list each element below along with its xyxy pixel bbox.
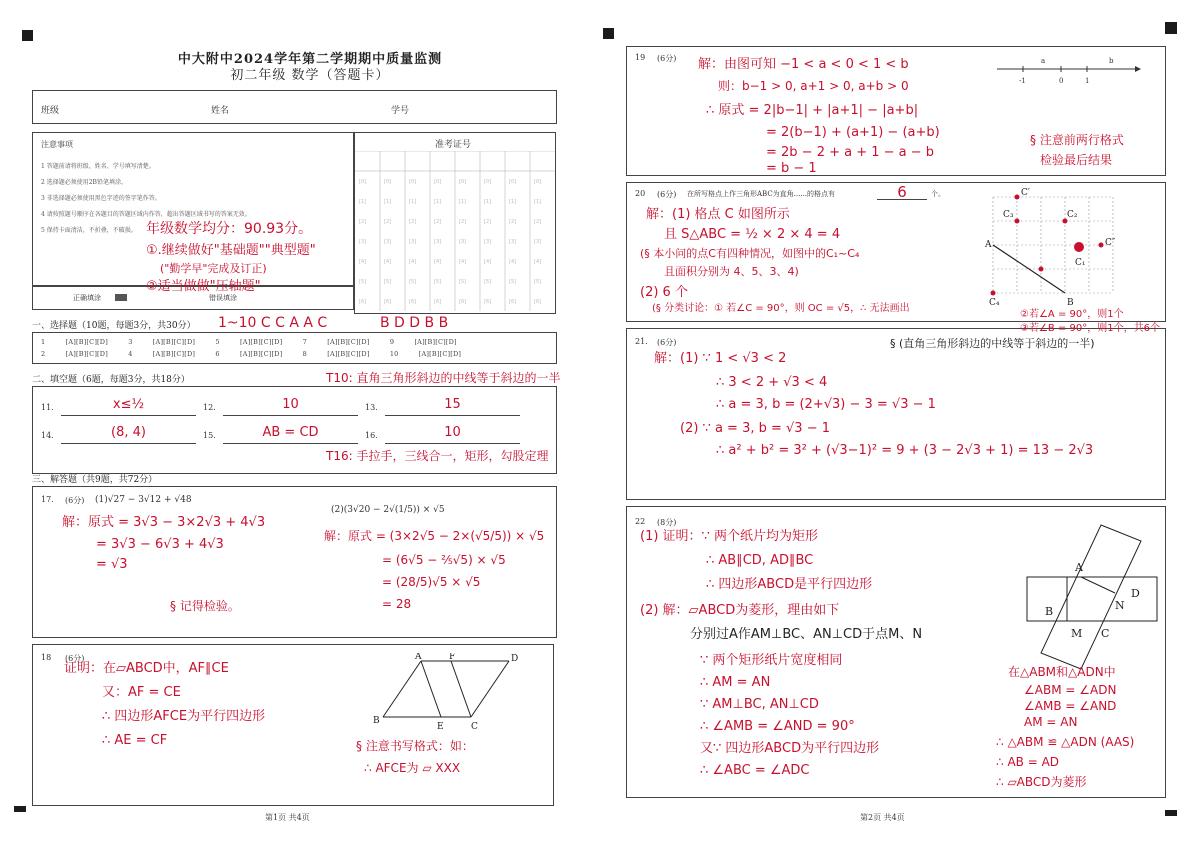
svg-text:A: A — [415, 653, 422, 662]
q18-parallelogram-figure — [371, 653, 531, 733]
hw-q17-note: § 记得检验。 — [170, 599, 240, 613]
student-info-box — [32, 90, 557, 124]
hw-q22-right: ∴ AB = AD — [996, 755, 1060, 769]
svg-text:[3]: [3] — [509, 239, 517, 245]
hw-q22-line: ∴ ∠ABC = ∠ADC — [700, 763, 810, 778]
svg-text:[1]: [1] — [484, 199, 492, 205]
grid-label: C₁ — [1075, 258, 1086, 268]
svg-text:[3]: [3] — [409, 239, 417, 245]
svg-text:[5]: [5] — [384, 279, 392, 285]
hw-tip-2: ②适当做做"压轴题" — [146, 279, 261, 294]
fig-label: B — [1045, 605, 1054, 618]
q12-answer: 10 — [282, 397, 299, 412]
q11-number: 11. — [41, 403, 54, 412]
notice-item: 3 非选择题必须使用黑色字迹的签字笔作答。 — [41, 195, 161, 202]
q14-line — [61, 443, 196, 444]
hw-q20-line: 且 S△ABC = ½ × 2 × 4 = 4 — [664, 227, 841, 242]
svg-text:[2]: [2] — [384, 219, 392, 225]
q11-answer: x≤½ — [112, 397, 145, 412]
grid-label: C″ — [1105, 238, 1116, 248]
class-label: 班级 — [41, 106, 60, 116]
q18-number: 18 — [41, 653, 52, 662]
svg-text:[4]: [4] — [384, 259, 392, 265]
hw-q20-line: (2) 6 个 — [640, 285, 688, 300]
hw-q17-2-line: = (6√5 − ⅖√5) × √5 — [382, 553, 506, 567]
svg-text:[3]: [3] — [484, 239, 492, 245]
svg-text:[0]: [0] — [509, 179, 517, 185]
svg-text:[2]: [2] — [534, 219, 542, 225]
q20-prompt: 在所写格点上作三角形ABC为直角......的格点有 — [687, 190, 836, 198]
name-label: 姓名 — [211, 106, 230, 116]
hw-q22-line: (2) 解：▱ABCD为菱形，理由如下 — [640, 603, 840, 618]
svg-text:[2]: [2] — [434, 219, 442, 225]
notice-item: 1 答题前请将班级、姓名、学号填写清楚。 — [41, 163, 155, 170]
mc-row: 2 [A][B][C][D] 4 [A][B][C][D] 6 [A][B][C][D] 8 [A][B][C][D] 10 [A][B][C][D] — [41, 350, 462, 358]
hw-tip-1b: ("勤学早"完成及订正) — [160, 262, 267, 275]
registration-mark — [1165, 22, 1177, 34]
q13-answer: 15 — [444, 397, 461, 412]
hw-q22-line: ∴ AB∥CD, AD∥BC — [706, 553, 814, 568]
svg-text:B: B — [373, 716, 380, 726]
axis-label-a: a — [1041, 57, 1046, 65]
hw-q19-note: 检验最后结果 — [1040, 153, 1113, 167]
svg-text:[0]: [0] — [409, 179, 417, 185]
svg-text:[6]: [6] — [484, 299, 492, 305]
q17-part2: (2)(3√20 − 2√(1/5)) × √5 — [331, 505, 445, 515]
hw-q22-right: 在△ABM和△ADN中 — [1008, 665, 1116, 679]
mc-row: 1 [A][B][C][D] 3 [A][B][C][D] 5 [A][B][C][D] 7 [A][B][C][D] 9 [A][B][C][D] — [41, 338, 457, 346]
q16-line — [385, 443, 520, 444]
exam-number-grid — [355, 151, 555, 311]
hw-q22-right: ∴ △ABM ≌ △ADN (AAS) — [996, 735, 1135, 749]
section2-title: 二、填空题（6题，每题3分，共18分） — [32, 375, 190, 385]
svg-text:[4]: [4] — [409, 259, 417, 265]
svg-text:[1]: [1] — [384, 199, 392, 205]
hw-q19-line: = 2b − 2 + a + 1 − a − b — [766, 145, 935, 160]
svg-text:[6]: [6] — [509, 299, 517, 305]
svg-text:[4]: [4] — [359, 259, 367, 265]
hw-q19-line: 解：由图可知 −1 < a < 0 < 1 < b — [698, 57, 909, 72]
q20-prompt-tail: 个。 — [931, 190, 945, 198]
exam-number-box — [354, 132, 556, 314]
registration-mark — [22, 30, 33, 41]
svg-text:[1]: [1] — [509, 199, 517, 205]
grid-label: B — [1067, 298, 1074, 307]
q14-number: 14. — [41, 431, 54, 440]
q20-number: 20 — [635, 189, 646, 198]
q16-answer: 10 — [444, 425, 461, 440]
hw-q22-line: ∵ 两个矩形纸片宽度相同 — [700, 653, 843, 668]
axis-tick: 0 — [1059, 77, 1064, 85]
svg-text:[2]: [2] — [359, 219, 367, 225]
hw-q20-side: ③若∠B = 90°，则1个，共6个 — [1020, 323, 1160, 334]
svg-text:[6]: [6] — [409, 299, 417, 305]
grid-label: C₂ — [1067, 210, 1078, 220]
hw-t10-note: T10: 直角三角形斜边的中线等于斜边的一半 — [326, 371, 561, 385]
q12-line — [223, 415, 358, 416]
notice-item: 2 选择题必须使用2B铅笔填涂。 — [41, 179, 127, 186]
right-page-footer: 第2页 共4页 — [860, 813, 905, 822]
q15-number: 15. — [203, 431, 216, 440]
fig-label: M — [1071, 627, 1083, 640]
svg-text:[6]: [6] — [459, 299, 467, 305]
hw-q18-line: 证明：在▱ABCD中，AF∥CE — [64, 661, 229, 676]
hw-q17-1-line: 解：原式 = 3√3 − 3×2√3 + 4√3 — [62, 515, 266, 530]
svg-text:[1]: [1] — [434, 199, 442, 205]
hw-q20-line: (§ 本小问的点C有四种情况，如图中的C₁~C₄ — [640, 247, 860, 260]
registration-mark — [1165, 810, 1177, 816]
q20-answer: 6 — [897, 183, 907, 201]
exam-subtitle: 初二年级 数学（答题卡） — [230, 68, 390, 83]
hw-q18-note: § 注意书写格式：如： — [356, 739, 474, 753]
hw-q21-note: § (直角三角形斜边的中线等于斜边的一半) — [890, 337, 1095, 350]
q19-score: (6分) — [657, 54, 677, 63]
axis-label-b: b — [1109, 57, 1114, 65]
svg-text:[1]: [1] — [409, 199, 417, 205]
hw-q19-line: 则：b−1 > 0, a+1 > 0, a+b > 0 — [718, 79, 909, 93]
hw-q18-note-2: ∴ AFCE为 ▱ XXX — [364, 761, 461, 775]
svg-text:[3]: [3] — [359, 239, 367, 245]
filled-mark-icon — [115, 294, 127, 301]
svg-text:[2]: [2] — [459, 219, 467, 225]
q19-number: 19 — [635, 53, 646, 62]
grid-label: A — [985, 240, 992, 250]
q13-line — [385, 415, 520, 416]
svg-text:[3]: [3] — [384, 239, 392, 245]
q21-number: 21. — [635, 337, 648, 346]
notice-item: 5 保持卡面清洁，不折叠，不破损。 — [41, 227, 137, 234]
svg-text:[6]: [6] — [434, 299, 442, 305]
svg-text:[3]: [3] — [534, 239, 542, 245]
q12-number: 12. — [203, 403, 216, 412]
q15-line — [223, 443, 358, 444]
svg-text:[5]: [5] — [534, 279, 542, 285]
svg-text:[1]: [1] — [359, 199, 367, 205]
svg-text:[1]: [1] — [534, 199, 542, 205]
q22-score: (8分) — [657, 518, 677, 527]
svg-text:[6]: [6] — [359, 299, 367, 305]
svg-text:[6]: [6] — [534, 299, 542, 305]
svg-text:[5]: [5] — [359, 279, 367, 285]
svg-text:C: C — [471, 722, 478, 732]
hw-q18-line: ∴ 四边形AFCE为平行四边形 — [102, 709, 266, 724]
exam-number-label: 准考证号 — [435, 140, 472, 150]
svg-text:[4]: [4] — [484, 259, 492, 265]
svg-text:D: D — [511, 654, 519, 664]
hw-q22-line: ∴ 四边形ABCD是平行四边形 — [706, 577, 873, 592]
hw-average-score: 年级数学均分：90.93分。 — [146, 221, 313, 237]
svg-text:[5]: [5] — [509, 279, 517, 285]
svg-text:[2]: [2] — [409, 219, 417, 225]
q13-number: 13. — [365, 403, 378, 412]
hw-q20-line: 解：(1) 格点 C 如图所示 — [646, 207, 790, 222]
hw-q22-right: ∴ ▱ABCD为菱形 — [996, 775, 1087, 789]
hw-q17-1-line: = √3 — [96, 557, 128, 572]
section1-title: 一、选择题（10题，每题3分，共30分） — [32, 321, 196, 331]
q17-number: 17. — [41, 495, 54, 504]
grid-label: C′ — [1021, 188, 1030, 198]
svg-text:[0]: [0] — [484, 179, 492, 185]
q11-line — [61, 415, 196, 416]
hw-q17-2-line: = (28/5)√5 × √5 — [382, 575, 481, 589]
registration-mark — [14, 806, 26, 812]
svg-text:F: F — [449, 653, 456, 662]
student-no-label: 学号 — [391, 106, 410, 116]
exam-title: 中大附中2024学年第二学期期中质量监测 — [177, 52, 443, 67]
svg-text:[6]: [6] — [384, 299, 392, 305]
hw-q22-right: AM = AN — [1024, 715, 1078, 729]
grid-label: C₄ — [989, 298, 1000, 307]
hw-q17-1-line: = 3√3 − 6√3 + 4√3 — [96, 537, 224, 552]
svg-text:[0]: [0] — [384, 179, 392, 185]
hw-q21-line: ∴ a² + b² = 3² + (√3−1)² = 9 + (3 − 2√3 + 1) = 13 − 2√3 — [716, 443, 1094, 458]
hw-q18-line: 又：AF = CE — [102, 685, 181, 700]
hw-t16-note: T16: 手拉手，三线合一，矩形，勾股定理 — [326, 449, 549, 463]
hw-mc-answers-2: B D D B B — [380, 315, 449, 331]
svg-text:[5]: [5] — [459, 279, 467, 285]
fill-example-label: 正确填涂 — [73, 294, 101, 302]
svg-text:[5]: [5] — [484, 279, 492, 285]
left-page-footer: 第1页 共4页 — [265, 813, 310, 822]
q21-score: (6分) — [657, 338, 677, 347]
svg-text:[3]: [3] — [459, 239, 467, 245]
svg-text:[3]: [3] — [434, 239, 442, 245]
hw-q22-line: 又∵ 四边形ABCD为平行四边形 — [700, 741, 880, 756]
hw-q22-line: ∴ ∠AMB = ∠AND = 90° — [700, 719, 855, 734]
hw-q17-2-line: = 28 — [382, 597, 412, 611]
svg-text:[4]: [4] — [459, 259, 467, 265]
fig-label: C — [1101, 627, 1110, 640]
hw-q17-2-line: 解：原式 = (3×2√5 − 2×(√5/5)) × √5 — [324, 529, 545, 543]
svg-text:E: E — [437, 722, 444, 732]
hw-q18-line: ∴ AE = CF — [102, 733, 168, 748]
q16-number: 16. — [365, 431, 378, 440]
q18-score: (6分) — [65, 654, 85, 663]
hw-q22-line: 分别过A作AM⊥BC、AN⊥CD于点M、N — [690, 627, 923, 642]
registration-mark — [603, 28, 614, 39]
svg-text:[1]: [1] — [459, 199, 467, 205]
hw-q19-line: ∴ 原式 = 2|b−1| + |a+1| − |a+b| — [706, 103, 919, 118]
notice-heading: 注意事项 — [41, 140, 73, 149]
hw-q19-line: = 2(b−1) + (a+1) − (a+b) — [766, 125, 940, 140]
hw-q20-line: 且面积分别为 4、5、3、4) — [664, 265, 799, 278]
q19-number-line — [995, 53, 1145, 89]
fig-label: N — [1115, 599, 1125, 612]
fig-label: D — [1131, 587, 1140, 600]
q22-number: 22 — [635, 517, 646, 526]
svg-text:[0]: [0] — [434, 179, 442, 185]
hw-q21-line: (2) ∵ a = 3, b = √3 − 1 — [680, 421, 831, 436]
hw-q21-line: ∴ a = 3, b = (2+√3) − 3 = √3 − 1 — [716, 397, 936, 412]
hw-q21-line: ∴ 3 < 2 + √3 < 4 — [716, 375, 828, 390]
q22-overlapping-rectangles-figure — [1019, 521, 1169, 671]
wrong-example-label: 错误填涂 — [209, 294, 237, 302]
svg-text:[4]: [4] — [534, 259, 542, 265]
hw-q22-right: ∠ABM = ∠ADN — [1024, 683, 1117, 697]
hw-q22-right: ∠AMB = ∠AND — [1024, 699, 1117, 713]
fig-label: A — [1075, 561, 1083, 574]
mc-answer-box — [32, 332, 557, 364]
hw-q20-side: ②若∠A = 90°，则1个 — [1020, 309, 1124, 320]
axis-tick: 1 — [1085, 77, 1090, 85]
q20-score: (6分) — [657, 190, 677, 199]
q17-score: (6分) — [65, 496, 85, 505]
svg-text:[0]: [0] — [534, 179, 542, 185]
grid-label: C₃ — [1003, 210, 1014, 220]
q17-part1: (1)√27 − 3√12 + √48 — [95, 495, 192, 505]
q14-answer: (8, 4) — [111, 425, 146, 440]
hw-q22-line: ∵ AM⊥BC, AN⊥CD — [700, 697, 819, 712]
hw-mc-answers-1: 1~10 C C A A C — [218, 315, 328, 331]
notice-item: 4 请按照题号顺序在各题目的答题区域内作答，超出答题区域书写的答案无效。 — [41, 211, 251, 218]
hw-q20-line: (§ 分类讨论：① 若∠C = 90°，则 OC = √5，∴ 无法画出 — [652, 303, 910, 314]
q15-answer: AB = CD — [262, 425, 319, 440]
hw-q19-line: = b − 1 — [766, 161, 817, 176]
hw-q19-note: § 注意前两行格式 — [1030, 133, 1124, 147]
svg-text:[5]: [5] — [409, 279, 417, 285]
svg-text:[0]: [0] — [359, 179, 367, 185]
svg-text:[2]: [2] — [484, 219, 492, 225]
hw-q22-line: (1) 证明：∵ 两个纸片均为矩形 — [640, 529, 818, 544]
hw-q22-line: ∴ AM = AN — [700, 675, 771, 690]
svg-text:[4]: [4] — [509, 259, 517, 265]
q20-lattice-grid — [983, 187, 1133, 307]
svg-text:[5]: [5] — [434, 279, 442, 285]
axis-tick: -1 — [1019, 77, 1026, 85]
hw-q21-line: 解：(1) ∵ 1 < √3 < 2 — [654, 351, 787, 366]
svg-text:[4]: [4] — [434, 259, 442, 265]
hw-tip-1: ①.继续做好"基础题""典型题" — [146, 243, 316, 258]
section3-title: 三、解答题（共9题，共72分） — [32, 475, 158, 485]
svg-text:[0]: [0] — [459, 179, 467, 185]
svg-text:[2]: [2] — [509, 219, 517, 225]
